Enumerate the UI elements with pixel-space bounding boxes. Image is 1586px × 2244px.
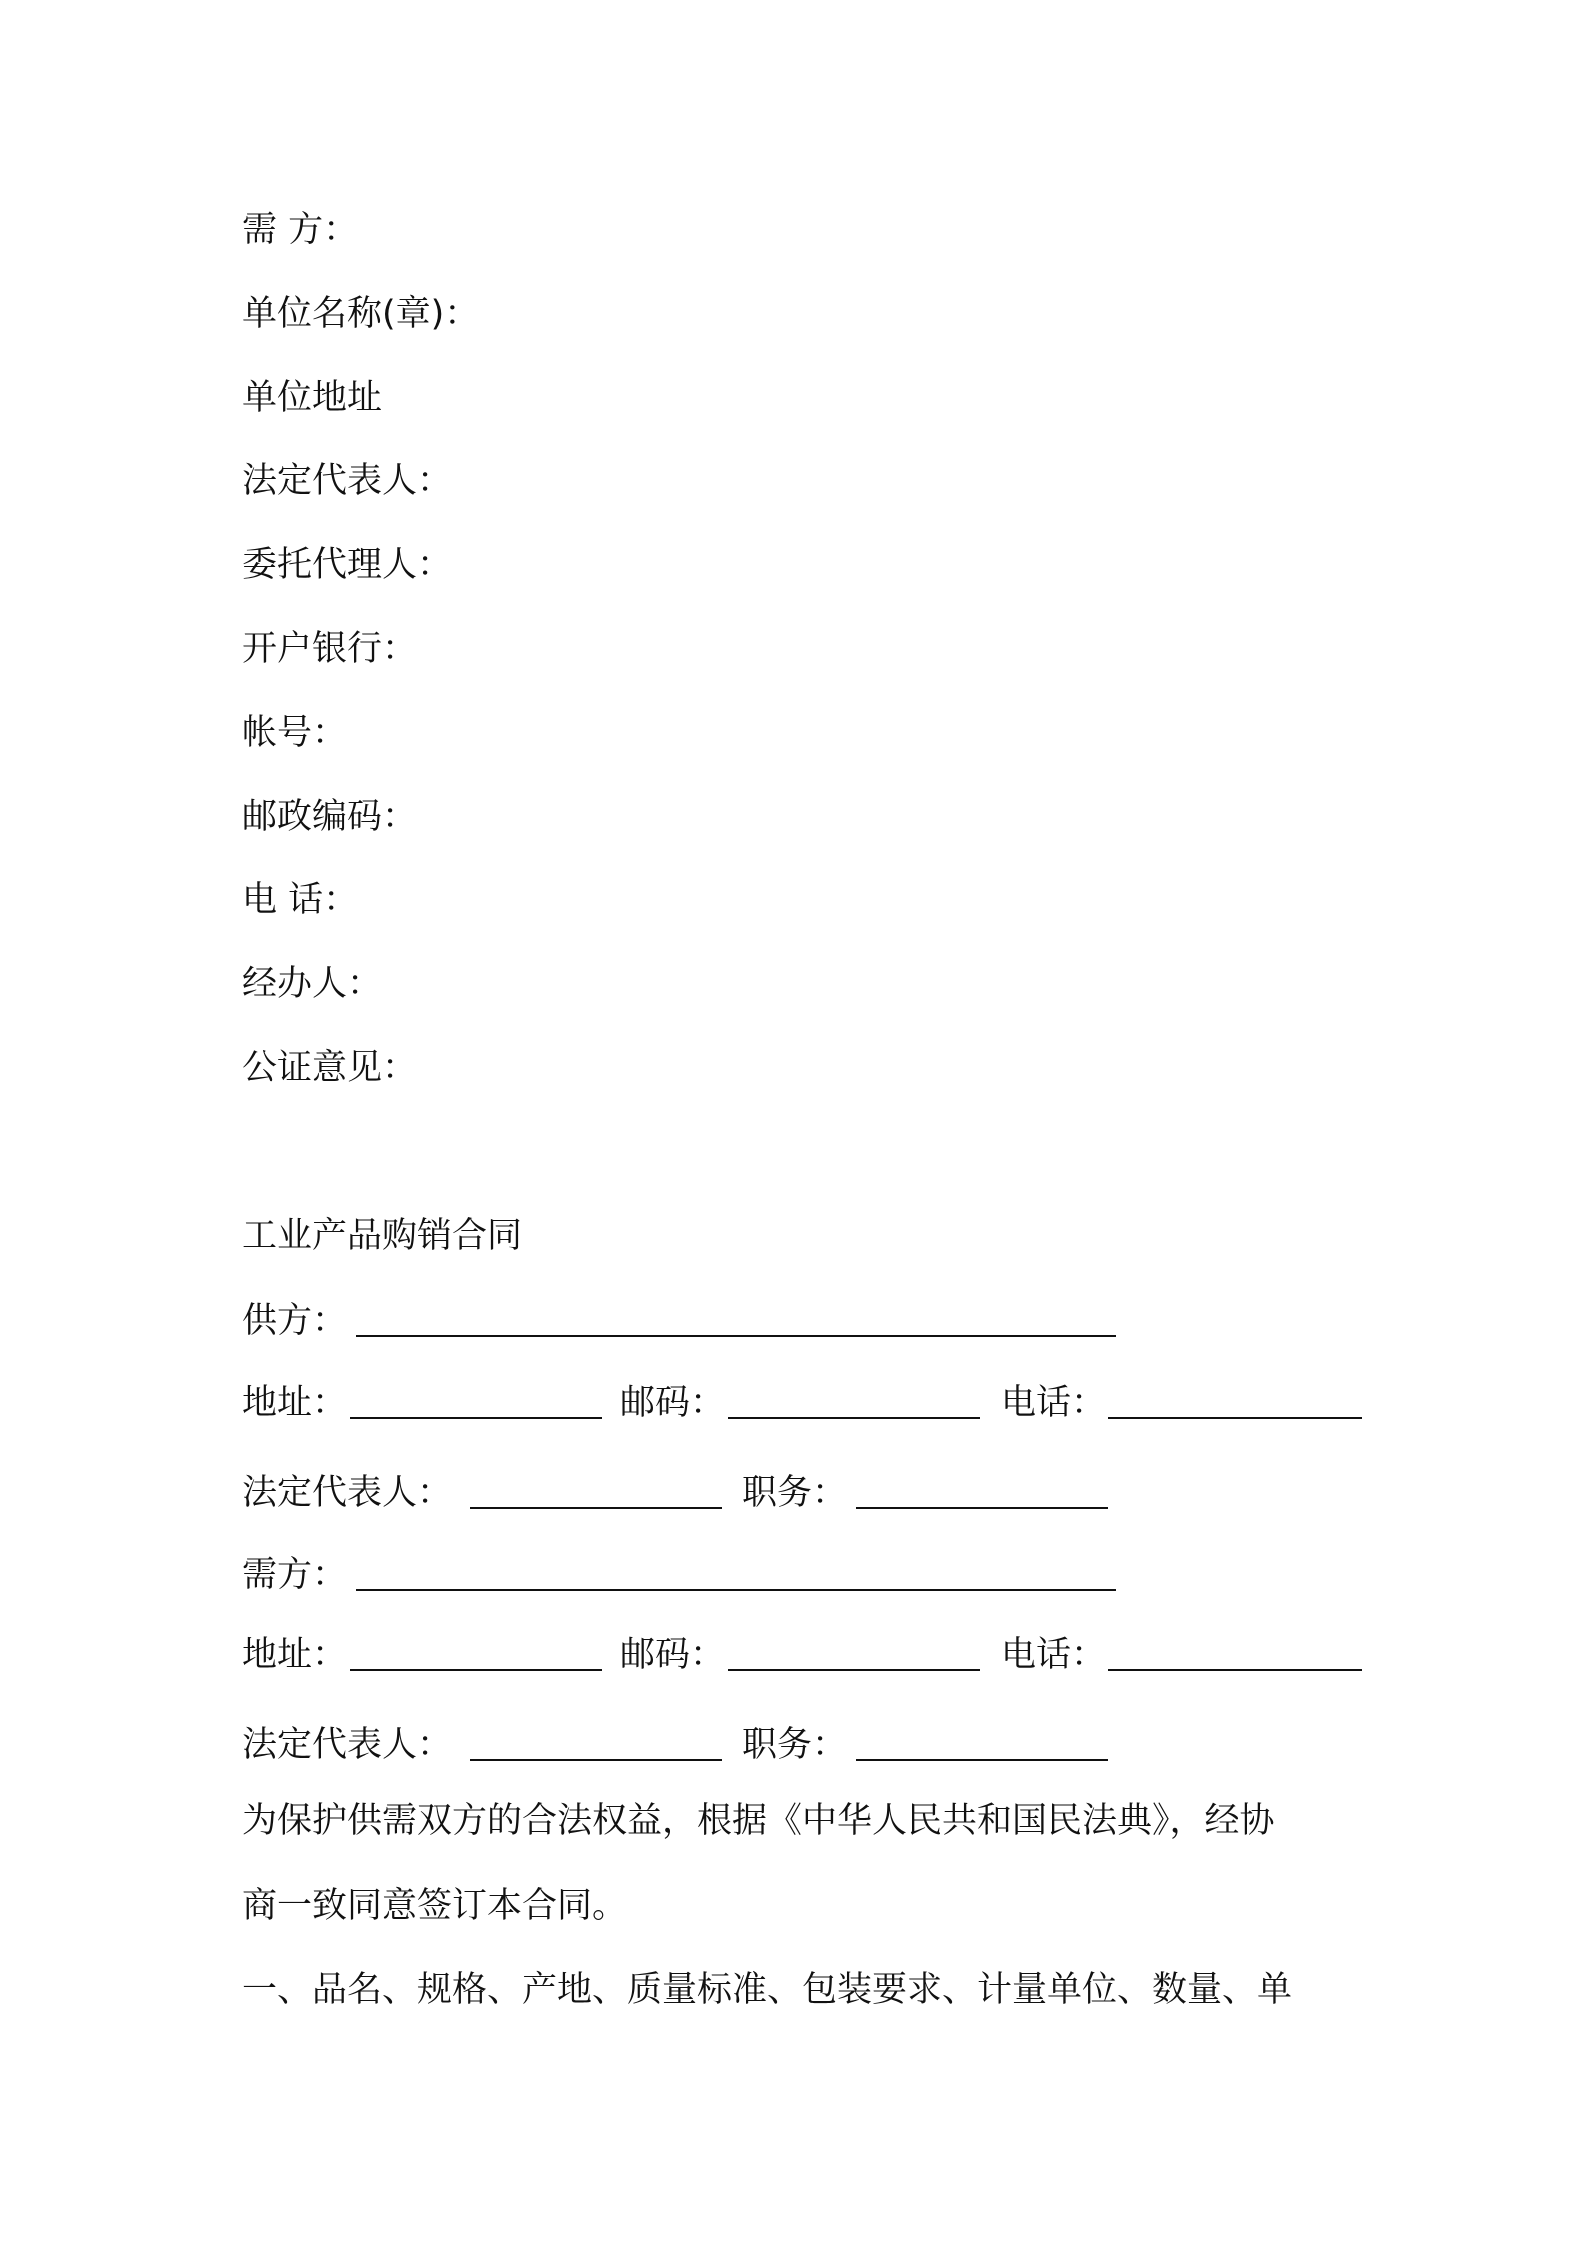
clause-1-line-1: 一、品名、规格、产地、质量标准、包装要求、计量单位、数量、单 [242,1970,1293,2010]
phone-label: 电 话： [242,880,359,920]
legal-rep-label: 法定代表人： [242,461,453,501]
supplier-name-blank [356,1335,1116,1337]
supplier-position-blank [856,1507,1108,1509]
demander-legal-rep-blank [470,1759,722,1761]
notary-opinion-label: 公证意见： [242,1048,418,1088]
bank-label: 开户银行： [242,629,418,669]
demand-party-heading: 需 方： [242,210,359,250]
supplier-address-label: 地址： [242,1383,348,1423]
demander-address-blank [350,1669,602,1671]
supplier-address-blank [350,1417,602,1419]
supplier-legal-rep-label: 法定代表人： [242,1473,453,1513]
demander-legal-rep-label: 法定代表人： [242,1725,453,1765]
handler-label: 经办人： [242,964,383,1004]
demander-phone-label: 电话： [1001,1635,1107,1675]
demander-postcode-blank [728,1669,980,1671]
supplier-label: 供方： [242,1301,348,1341]
demander-position-blank [856,1759,1108,1761]
agent-label: 委托代理人： [242,545,453,585]
supplier-postcode-label: 邮码： [620,1383,726,1423]
demander-label: 需方： [242,1555,348,1595]
demander-name-blank [356,1589,1116,1591]
account-label: 帐号： [242,713,348,753]
supplier-postcode-blank [728,1417,980,1419]
preamble-line-1: 为保护供需双方的合法权益，根据《中华人民共和国民法典》，经协 [242,1801,1275,1841]
supplier-legal-rep-blank [470,1507,722,1509]
contract-title: 工业产品购销合同 [242,1216,523,1256]
unit-address-label: 单位地址 [242,378,383,418]
demander-address-label: 地址： [242,1635,348,1675]
demander-postcode-label: 邮码： [620,1635,726,1675]
demander-position-label: 职务： [742,1725,848,1765]
postal-code-label: 邮政编码： [242,797,418,837]
unit-name-label: 单位名称(章)： [242,294,480,334]
supplier-position-label: 职务： [742,1473,848,1513]
supplier-phone-label: 电话： [1001,1383,1107,1423]
preamble-line-2: 商一致同意签订本合同。 [242,1886,628,1926]
demander-phone-blank [1108,1669,1362,1671]
supplier-phone-blank [1108,1417,1362,1419]
